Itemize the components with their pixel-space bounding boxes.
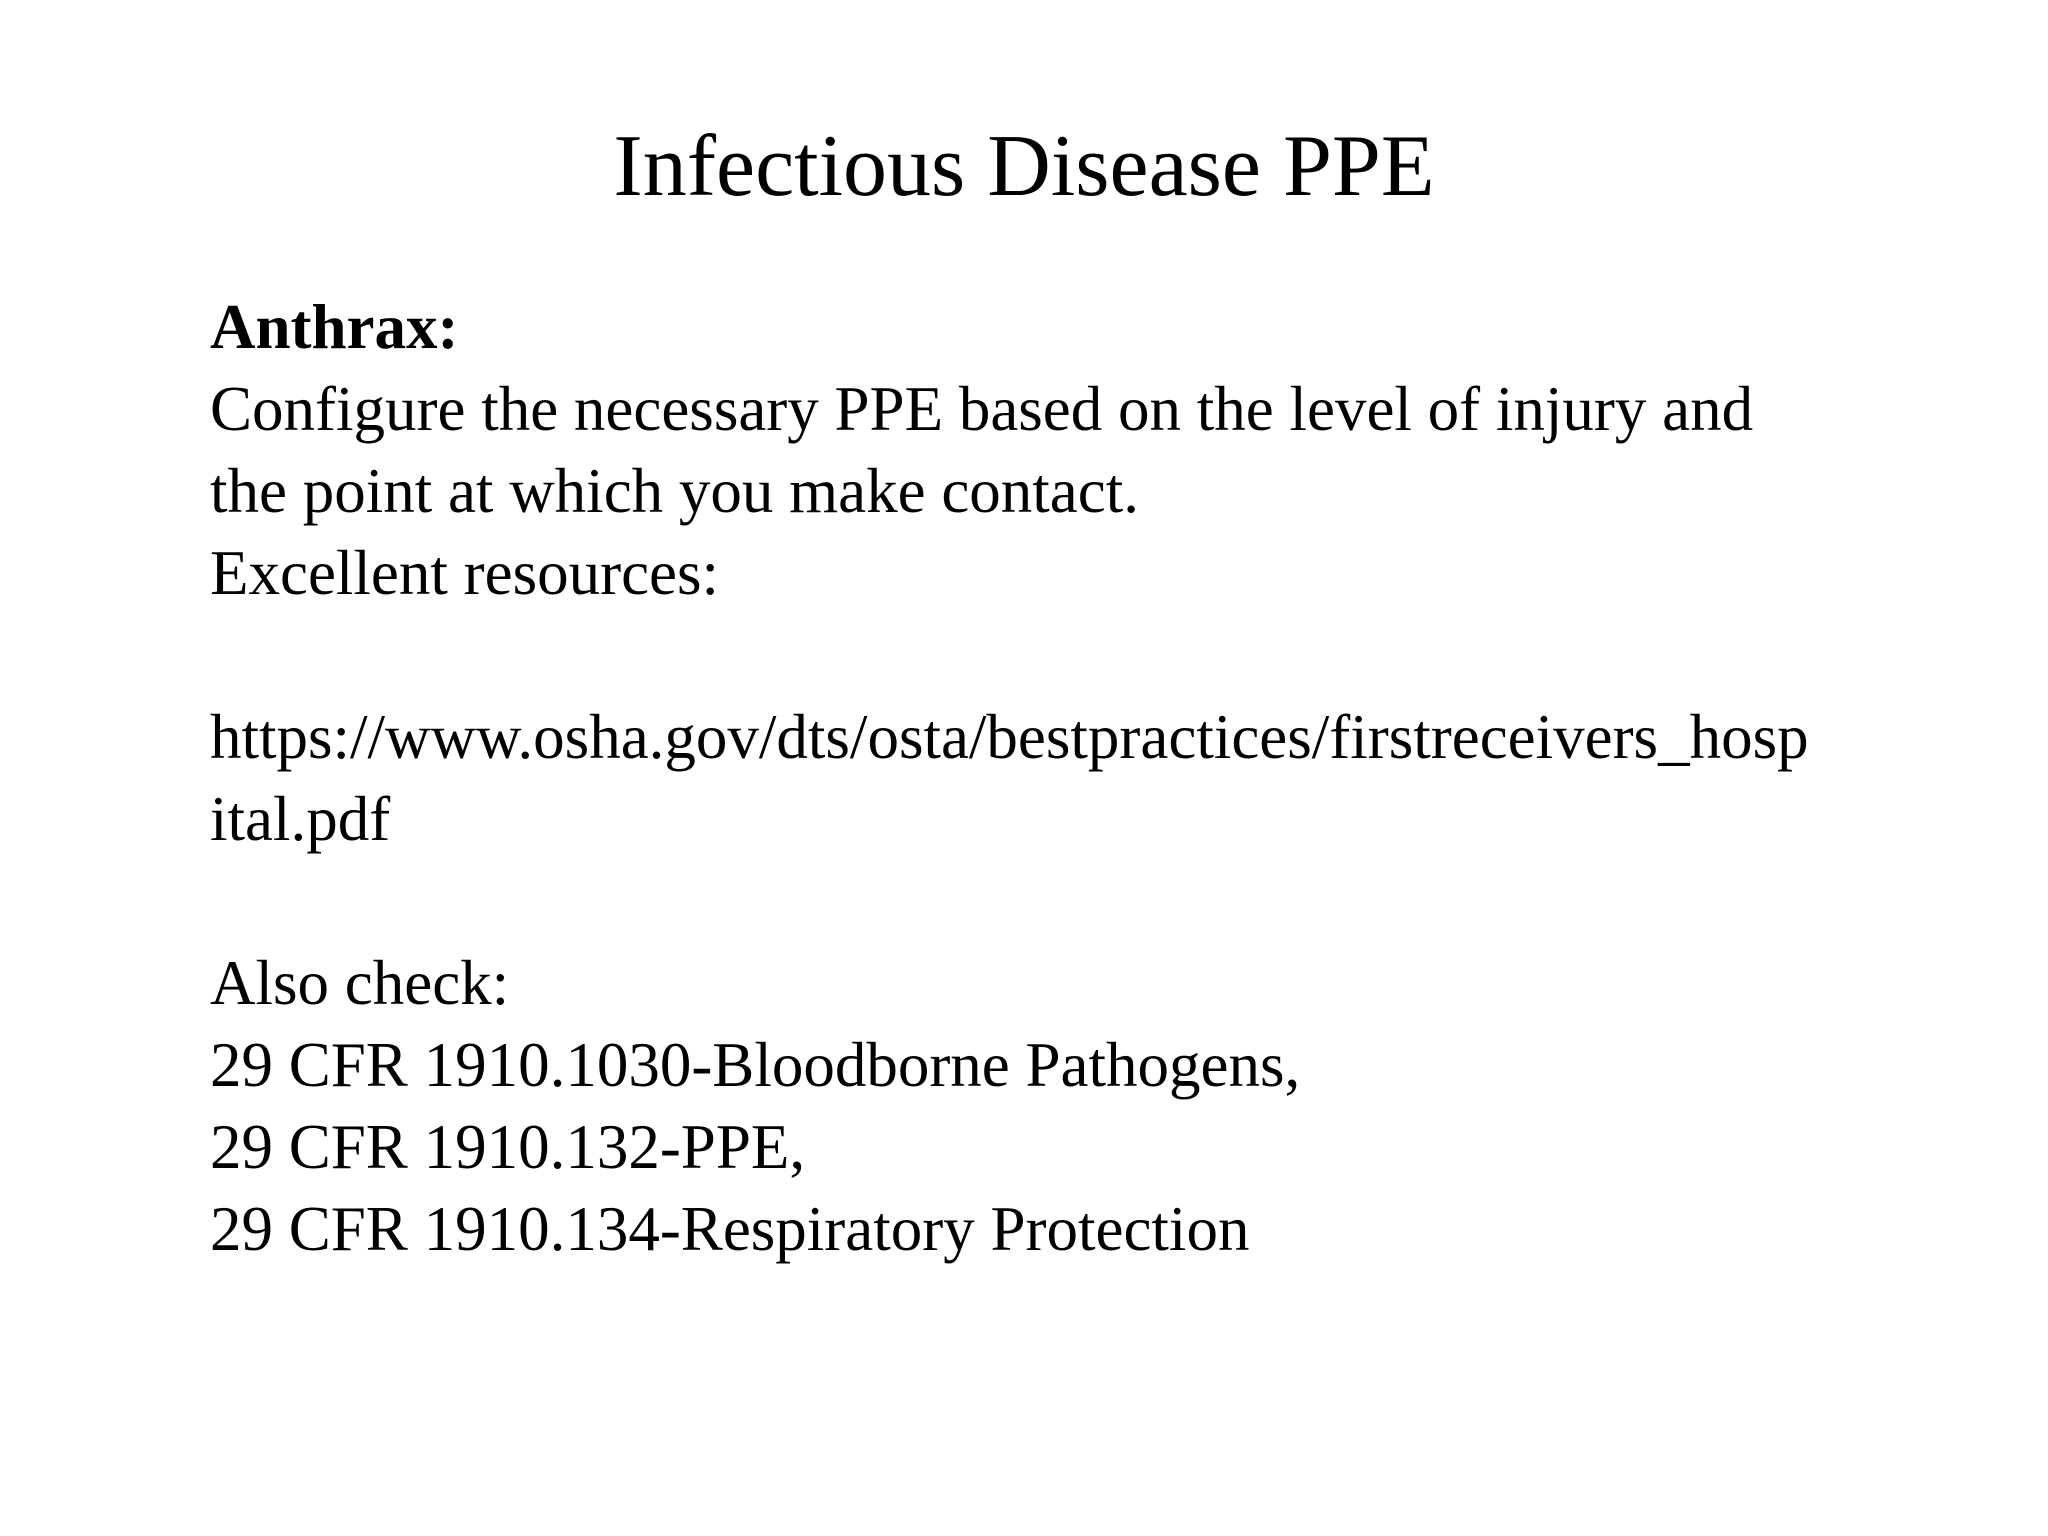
resource-url-continued: ital.pdf [210, 784, 391, 854]
spacer [210, 614, 1990, 696]
intro-line: Configure the necessary PPE based on the level of injury and [210, 374, 1754, 444]
regulation-item: 29 CFR 1910.132-PPE, [210, 1112, 806, 1182]
anthrax-heading: Anthrax: [210, 292, 459, 362]
resource-url: https://www.osha.gov/dts/osta/bestpractices/firstreceivers_hosp [210, 702, 1809, 772]
regulation-item: 29 CFR 1910.134-Respiratory Protection [210, 1194, 1250, 1264]
slide-body [210, 286, 1990, 1270]
resources-label: Excellent resources: [210, 538, 720, 608]
regulation-item: 29 CFR 1910.1030-Bloodborne Pathogens, [210, 1030, 1301, 1100]
spacer [210, 860, 1990, 942]
slide-title: Infectious Disease PPE [613, 118, 1435, 215]
intro-line: the point at which you make contact. [210, 456, 1139, 526]
also-check-label: Also check: [210, 948, 510, 1018]
